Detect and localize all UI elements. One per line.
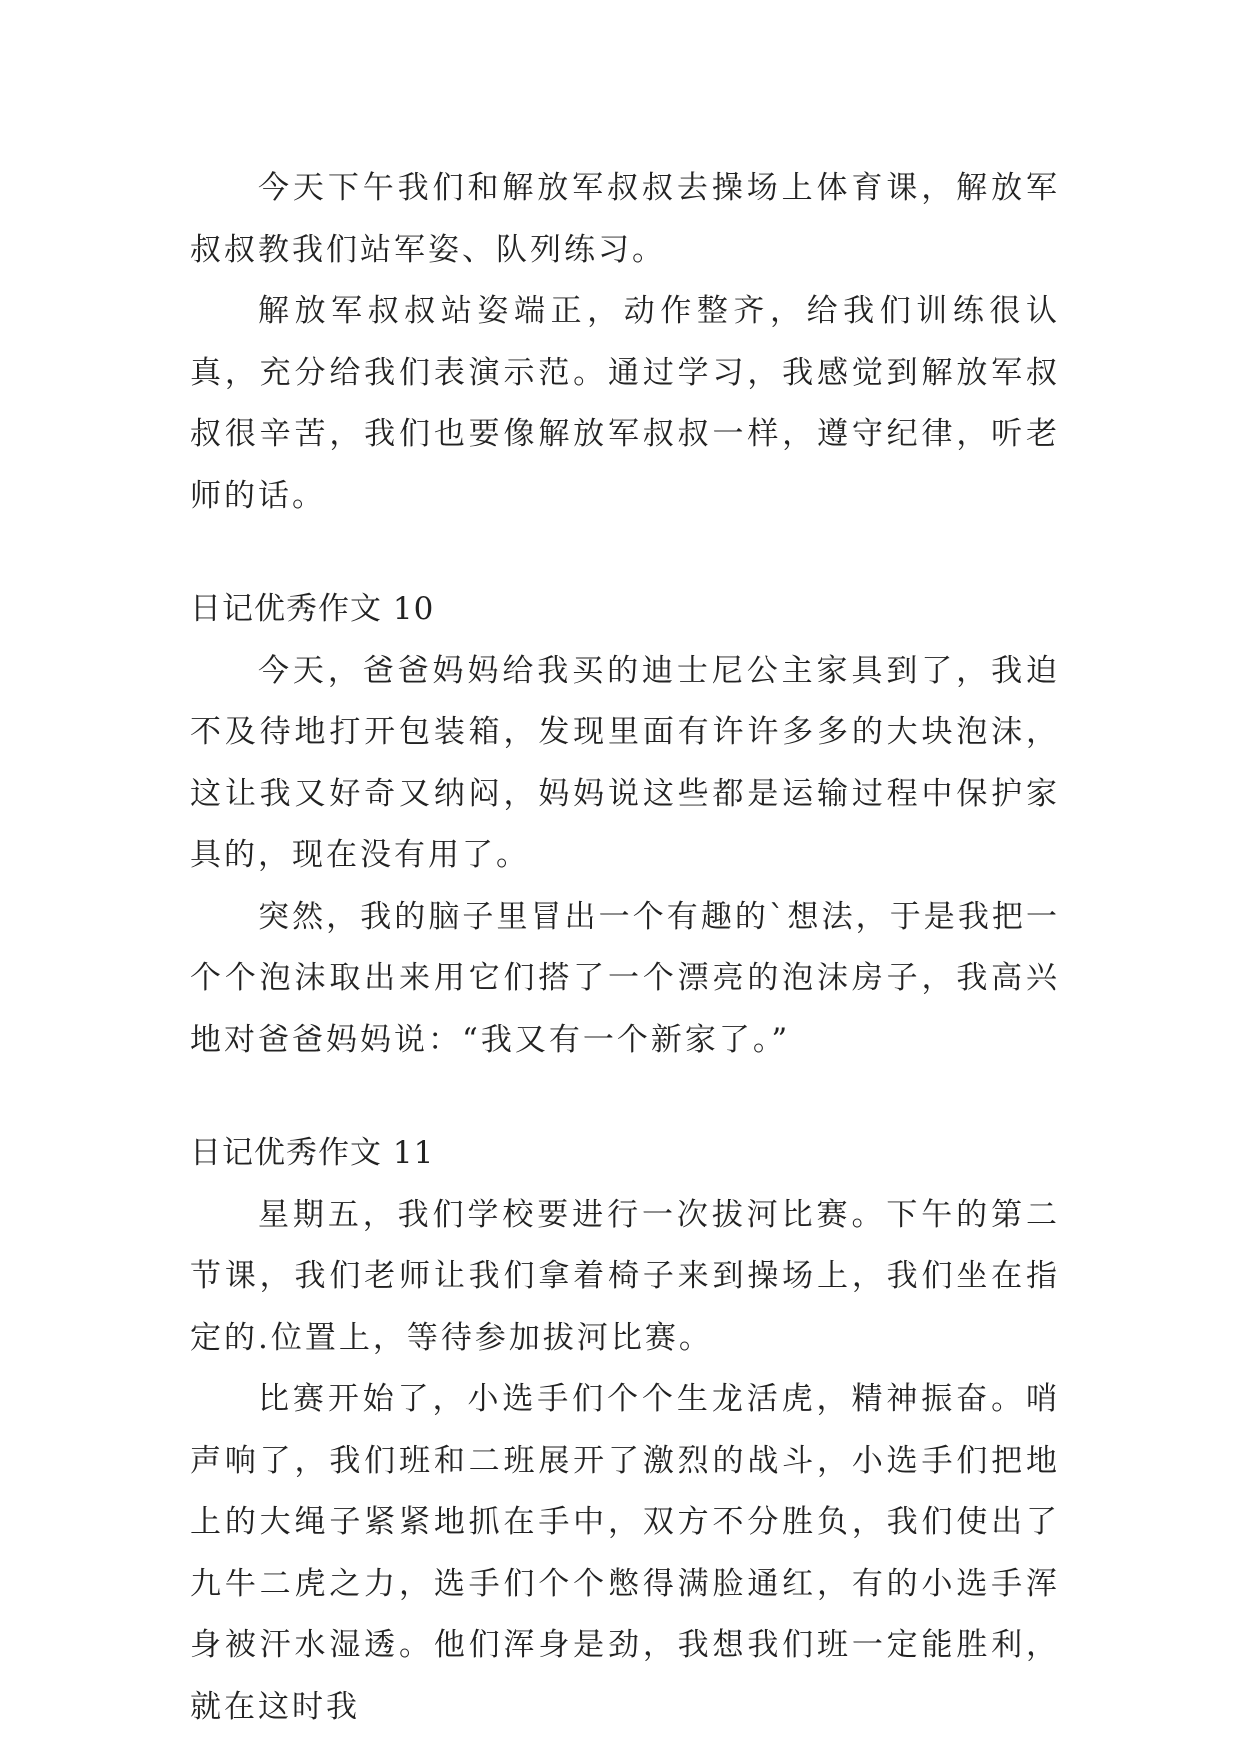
paragraph: 今天下午我们和解放军叔叔去操场上体育课，解放军叔叔教我们站军姿、队列练习。 (190, 170, 1060, 268)
paragraph: 星期五，我们学校要进行一次拔河比赛。下午的第二节课，我们老师让我们拿着椅子来到操场上，我们坐在指定的.位置上，等待参加拔河比赛。 (190, 1196, 1060, 1356)
paragraph: 比赛开始了，小选手们个个生龙活虎，精神振奋。哨声响了，我们班和二班展开了激烈的战斗，小选手们把地上的大绳子紧紧地抓在手中，双方不分胜负，我们使出了九牛二虎之力，选手们个个憋得满脸通红，有的小选手浑身被汗水湿透。他们浑身是劲，我想我们班一定能胜利，就在这时我 (190, 1381, 1060, 1725)
section-heading: 日记优秀作文 11 (190, 1135, 435, 1171)
paragraph: 今天，爸爸妈妈给我买的迪士尼公主家具到了，我迫不及待地打开包装箱，发现里面有许许多多的大块泡沫，这让我又好奇又纳闷，妈妈说这些都是运输过程中保护家具的，现在没有用了。 (190, 652, 1060, 873)
section-heading: 日记优秀作文 10 (190, 591, 435, 627)
document-body (190, 158, 1060, 1738)
paragraph: 解放军叔叔站姿端正，动作整齐，给我们训练很认真，充分给我们表演示范。通过学习，我感觉到解放军叔叔很辛苦，我们也要像解放军叔叔一样，遵守纪律，听老师的话。 (190, 293, 1060, 514)
paragraph: 突然，我的脑子里冒出一个有趣的`想法，于是我把一个个泡沫取出来用它们搭了一个漂亮的泡沫房子，我高兴地对爸爸妈妈说：“我又有一个新家了。” (190, 898, 1060, 1058)
